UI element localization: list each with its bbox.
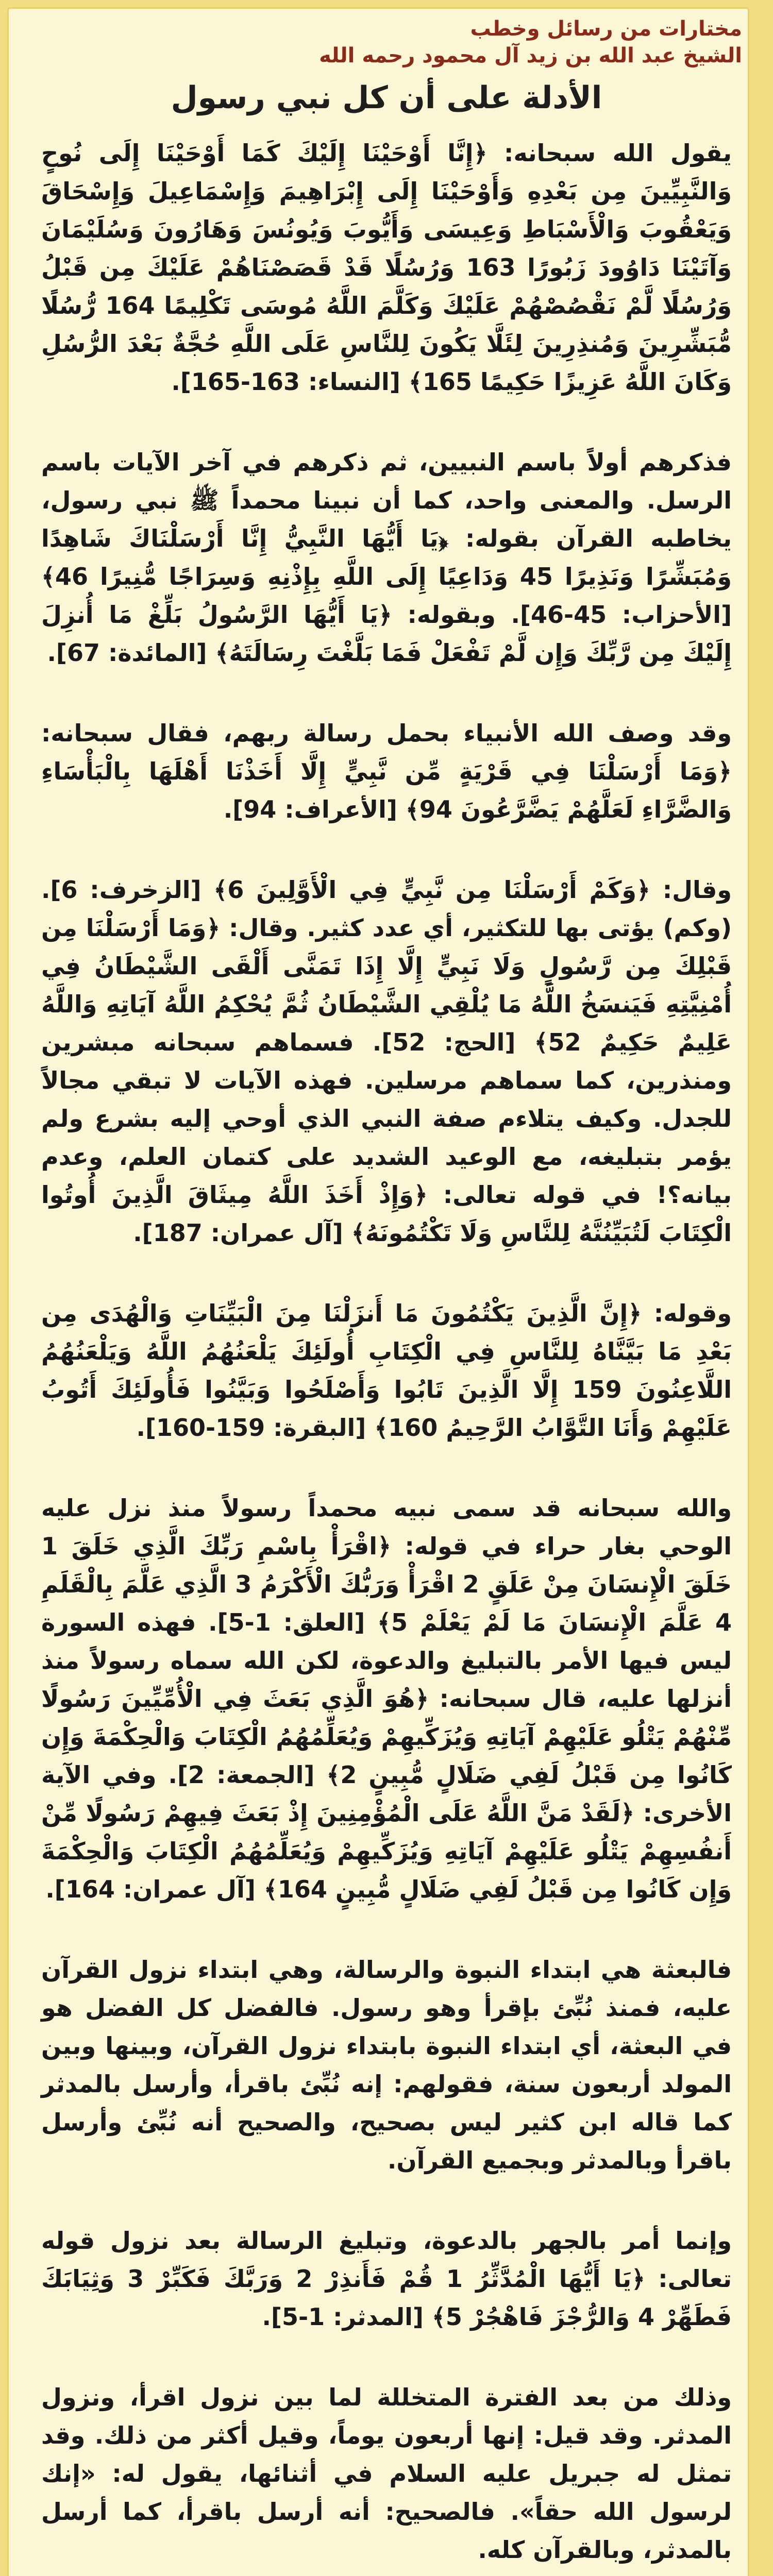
header-series: مختارات من رسائل وخطب [470,17,742,41]
page-title: الأدلة على أن كل نبي رسول [171,80,602,116]
paragraph: وذلك من بعد الفترة المتخللة لما بين نزول اقرأ، ونزول المدثر. وقد قيل: إنها أربعون يوماً، وقيل أكثر من ذلك. وقد تمثل له جبريل عليه السلام في أثنائها، يقول له: «إنك لرسول الله حقاً». فالصحيح: أنه أرسل باقرأ، كما أرسل بالمدثر، وبالقرآن كله. [41,2383,732,2564]
paragraph: يقول الله سبحانه: ﴿إِنَّا أَوْحَيْنَا إِلَيْكَ كَمَا أَوْحَيْنَا إِلَى نُوحٍ وَالنَّبِيِّينَ مِن بَعْدِهِ وَأَوْحَيْنَا إِلَى إِبْرَاهِيمَ وَإِسْمَاعِيلَ وَإِسْحَاقَ وَيَعْقُوبَ وَالْأَسْبَاطِ وَعِيسَى وَأَيُّوبَ وَيُونُسَ وَهَارُونَ وَسُلَيْمَانَ وَآتَيْنَا دَاوُودَ زَبُورًا 163 وَرُسُلًا قَدْ قَصَصْنَاهُمْ عَلَيْكَ مِن قَبْلُ وَرُسُلًا لَّمْ نَقْصُصْهُمْ عَلَيْكَ وَكَلَّمَ اللَّهُ مُوسَى تَكْلِيمًا 164 رُّسُلًا مُّبَشِّرِينَ وَمُنذِرِينَ لِئَلَّا يَكُونَ لِلنَّاسِ عَلَى اللَّهِ حُجَّةٌ بَعْدَ الرُّسُلِ وَكَانَ اللَّهُ عَزِيزًا حَكِيمًا 165﴾ [النساء: 163-165]. [41,139,732,396]
paragraph: والله سبحانه قد سمى نبيه محمداً رسولاً منذ نزل عليه الوحي بغار حراء في قوله: ﴿اقْرَأْ بِاسْمِ رَبِّكَ الَّذِي خَلَقَ 1 خَلَقَ الْإِنسَانَ مِنْ عَلَقٍ 2 اقْرَأْ وَرَبُّكَ الْأَكْرَمُ 3 الَّذِي عَلَّمَ بِالْقَلَمِ 4 عَلَّمَ الْإِنسَانَ مَا لَمْ يَعْلَمْ 5﴾ [العلق: 1-5]. فهذه السورة ليس فيها الأمر بالتبليغ والدعوة، لكن الله سماه رسولاً منذ أنزلها عليه، قال سبحانه: ﴿هُوَ الَّذِي بَعَثَ فِي الْأُمِّيِّينَ رَسُولًا مِّنْهُمْ يَتْلُو عَلَيْهِمْ آيَاتِهِ وَيُزَكِّيهِمْ وَيُعَلِّمُهُمُ الْكِتَابَ وَالْحِكْمَةَ وَإِن كَانُوا مِن قَبْلُ لَفِي ضَلَالٍ مُّبِينٍ 2﴾ [الجمعة: 2]. وفي الآية الأخرى: ﴿لَقَدْ مَنَّ اللَّهُ عَلَى الْمُؤْمِنِينَ إِذْ بَعَثَ فِيهِمْ رَسُولًا مِّنْ أَنفُسِهِمْ يَتْلُو عَلَيْهِمْ آيَاتِهِ وَيُزَكِّيهِمْ وَيُعَلِّمُهُمُ الْكِتَابَ وَالْحِكْمَةَ وَإِن كَانُوا مِن قَبْلُ لَفِي ضَلَالٍ مُّبِينٍ 164﴾ [آل عمران: 164]. [41,1494,732,1903]
paragraph: وقوله: ﴿إِنَّ الَّذِينَ يَكْتُمُونَ مَا أَنزَلْنَا مِنَ الْبَيِّنَاتِ وَالْهُدَى مِن بَعْدِ مَا بَيَّنَّاهُ لِلنَّاسِ فِي الْكِتَابِ أُولَئِكَ يَلْعَنُهُمُ اللَّهُ وَيَلْعَنُهُمُ اللَّاعِنُونَ 159 إِلَّا الَّذِينَ تَابُوا وَأَصْلَحُوا وَبَيَّنُوا فَأُولَئِكَ أَتُوبُ عَلَيْهِمْ وَأَنَا التَّوَّابُ الرَّحِيمُ 160﴾ [البقرة: 159-160]. [41,1299,732,1442]
paragraph: فالبعثة هي ابتداء النبوة والرسالة، وهي ابتداء نزول القرآن عليه، فمنذ نُبِّئ بإقرأ وهو رسول. فالفضل كل الفضل هو في البعثة، أي ابتداء النبوة بابتداء نزول القرآن، وبينها وبين المولد أربعون سنة، فقولهم: إنه نُبِّئ باقرأ، وأرسل بالمدثر كما قاله ابن كثير ليس بصحيح، والصحيح أنه نُبِّئ وأرسل باقرأ وبالمدثر وبجميع القرآن. [41,1956,732,2174]
header-author: الشيخ عبد الله بن زيد آل محمود رحمه الله [319,44,742,67]
paragraph: وقال: ﴿وَكَمْ أَرْسَلْنَا مِن نَّبِيٍّ فِي الْأَوَّلِينَ 6﴾ [الزخرف: 6]. (وكم) يؤتى بها للتكثير، أي عدد كثير. وقال: ﴿وَمَا أَرْسَلْنَا مِن قَبْلِكَ مِن رَّسُولٍ وَلَا نَبِيٍّ إِلَّا إِذَا تَمَنَّى أَلْقَى الشَّيْطَانُ فِي أُمْنِيَّتِهِ فَيَنسَخُ اللَّهُ مَا يُلْقِي الشَّيْطَانُ ثُمَّ يُحْكِمُ اللَّهُ آيَاتِهِ وَاللَّهُ عَلِيمٌ حَكِيمٌ 52﴾ [الحج: 52]. فسماهم سبحانه مبشرين ومنذرين، كما سماهم مرسلين. فهذه الآيات لا تبقي مجالاً للجدل. وكيف يتلاءم صفة النبي الذي أوحي إليه بشرع ولم يؤمر بتبليغه، مع الوعيد الشديد على كتمان العلم، وعدم بيانه؟! في قوله تعالى: ﴿وَإِذْ أَخَذَ اللَّهُ مِيثَاقَ الَّذِينَ أُوتُوا الْكِتَابَ لَتُبَيِّنُنَّهُ لِلنَّاسِ وَلَا تَكْتُمُونَهُ﴾ [آل عمران: 187]. [41,876,732,1247]
paragraph: وإنما أمر بالجهر بالدعوة، وتبليغ الرسالة بعد نزول قوله تعالى: ﴿يَا أَيُّهَا الْمُدَّثِّرُ 1 قُمْ فَأَنذِرْ 2 وَرَبَّكَ فَكَبِّرْ 3 وَثِيَابَكَ فَطَهِّرْ 4 وَالرُّجْزَ فَاهْجُرْ 5﴾ [المدثر: 1-5]. [41,2227,732,2331]
paragraph: فذكرهم أولاً باسم النبيين، ثم ذكرهم في آخر الآيات باسم الرسل. والمعنى واحد، كما أن نبينا محمداً ﷺ نبي رسول، يخاطبه القرآن بقوله: ﴿يَا أَيُّهَا النَّبِيُّ إِنَّا أَرْسَلْنَاكَ شَاهِدًا وَمُبَشِّرًا وَنَذِيرًا 45 وَدَاعِيًا إِلَى اللَّهِ بِإِذْنِهِ وَسِرَاجًا مُّنِيرًا 46﴾ [الأحزاب: 45-46]. وبقوله: ﴿يَا أَيُّهَا الرَّسُولُ بَلِّغْ مَا أُنزِلَ إِلَيْكَ مِن رَّبِّكَ وَإِن لَّمْ تَفْعَلْ فَمَا بَلَّغْتَ رِسَالَتَهُ﴾ [المائدة: 67]. [41,448,732,667]
paragraph: وقد وصف الله الأنبياء بحمل رسالة ربهم، فقال سبحانه: ﴿وَمَا أَرْسَلْنَا فِي قَرْيَةٍ مِّن نَّبِيٍّ إِلَّا أَخَذْنَا أَهْلَهَا بِالْبَأْسَاءِ وَالضَّرَّاءِ لَعَلَّهُمْ يَضَّرَّعُونَ 94﴾ [الأعراف: 94]. [41,719,732,823]
header [31,15,742,69]
article-body [41,134,732,2576]
